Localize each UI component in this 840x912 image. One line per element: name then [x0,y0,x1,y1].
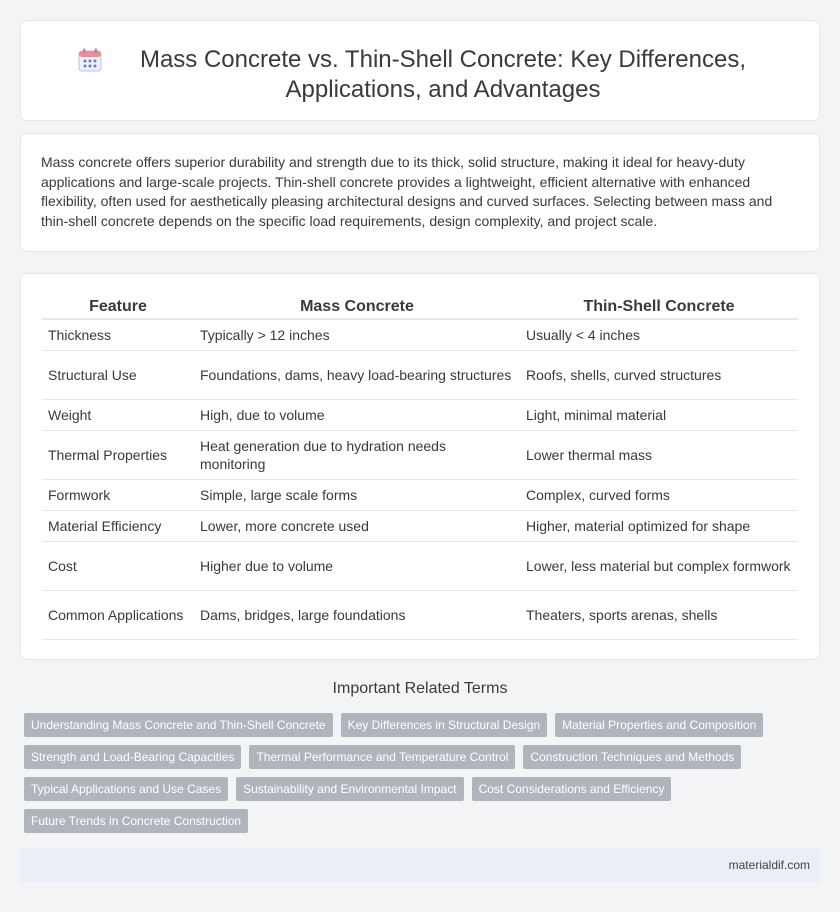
table-cell: Lower, less material but complex formwork [520,541,798,590]
header-mass-concrete: Mass Concrete [194,294,520,319]
calendar-icon [77,47,103,73]
table-cell: Formwork [42,479,194,510]
related-term-tag[interactable]: Key Differences in Structural Design [341,713,548,737]
table-row [42,479,798,510]
table-row [42,590,798,639]
table-cell: Structural Use [42,350,194,399]
table-cell: Dams, bridges, large foundations [194,590,520,639]
table-header-row [42,294,798,319]
related-term-tag[interactable]: Cost Considerations and Efficiency [472,777,672,801]
related-term-tag[interactable]: Material Properties and Composition [555,713,763,737]
comparison-table [42,294,798,640]
related-term-tag[interactable]: Sustainability and Environmental Impact [236,777,463,801]
table-row [42,399,798,430]
table-cell: Common Applications [42,590,194,639]
table-cell: Foundations, dams, heavy load-bearing structures [194,350,520,399]
table-row [42,510,798,541]
related-terms-title: Important Related Terms [332,680,508,697]
table-cell: Weight [42,399,194,430]
table-cell: Lower thermal mass [520,430,798,479]
intro-text: Mass concrete offers superior durability and strength due to its thick, solid structure, making it ideal for heavy-duty applications and large-scale projects. Thin-shell concrete provides a lightweight, efficient alternative with enhanced flexibility, often used for aesthetically pleasing architectural designs and curved surfaces. Selecting between mass and thin-shell concrete depends on the specific load requirements, design complexity, and project scale. [41,154,773,229]
table-cell: Typically > 12 inches [194,319,520,350]
header-card [20,20,820,121]
table-cell: Complex, curved forms [520,479,798,510]
table-cell: High, due to volume [194,399,520,430]
table-row [42,430,798,479]
table-row [42,541,798,590]
related-term-tag[interactable]: Thermal Performance and Temperature Control [249,745,515,769]
table-cell: Roofs, shells, curved structures [520,350,798,399]
comparison-card [20,273,820,660]
footer-site-link[interactable]: materialdif.com [728,858,810,872]
table-row [42,350,798,399]
table-cell: Theaters, sports arenas, shells [520,590,798,639]
related-term-tag[interactable]: Typical Applications and Use Cases [24,777,228,801]
page-title: Mass Concrete vs. Thin-Shell Concrete: Key Differences, Applications, and Advantages [139,46,747,103]
table-cell: Usually < 4 inches [520,319,798,350]
table-row [42,319,798,350]
related-term-tag[interactable]: Future Trends in Concrete Construction [24,809,248,833]
table-cell: Simple, large scale forms [194,479,520,510]
table-cell: Cost [42,541,194,590]
header-thin-shell-concrete: Thin-Shell Concrete [520,294,798,319]
table-cell: Light, minimal material [520,399,798,430]
intro-card [20,133,820,252]
related-terms-list [24,713,824,841]
footer [20,848,820,882]
related-term-tag[interactable]: Understanding Mass Concrete and Thin-Shell Concrete [24,713,333,737]
related-term-tag[interactable]: Strength and Load-Bearing Capacities [24,745,241,769]
table-cell: Higher, material optimized for shape [520,510,798,541]
related-term-tag[interactable]: Construction Techniques and Methods [523,745,741,769]
table-cell: Material Efficiency [42,510,194,541]
table-cell: Thickness [42,319,194,350]
header-feature: Feature [42,294,194,319]
table-cell: Lower, more concrete used [194,510,520,541]
table-cell: Thermal Properties [42,430,194,479]
table-cell: Higher due to volume [194,541,520,590]
table-cell: Heat generation due to hydration needs monitoring [194,430,520,479]
